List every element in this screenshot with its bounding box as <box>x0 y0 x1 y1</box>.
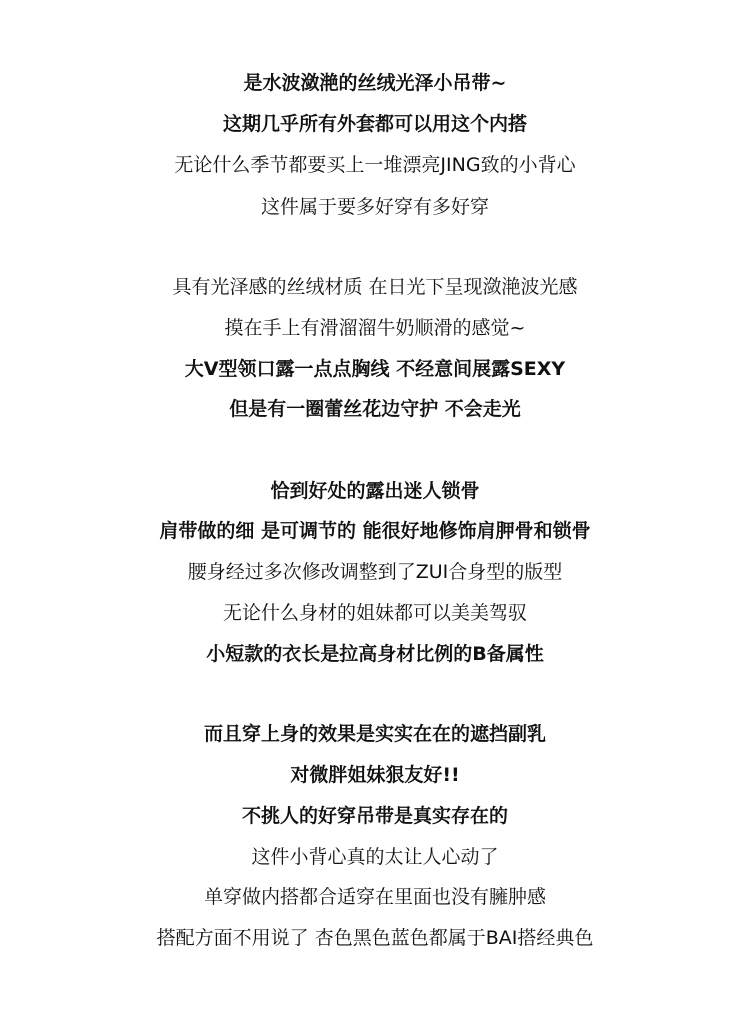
text-line: 腰身经过多次修改调整到了ZUI合身型的版型 <box>187 561 563 583</box>
text-line: 搭配方面不用说了 杏色黑色蓝色都属于BAI搭经典色 <box>156 927 594 949</box>
text-line: 无论什么季节都要买上一堆漂亮JING致的小背心 <box>174 154 576 176</box>
text-line: 摸在手上有滑溜溜牛奶顺滑的感觉~ <box>224 317 526 339</box>
text-line: 不挑人的好穿吊带是真实存在的 <box>241 805 508 827</box>
text-line: 但是有一圈蕾丝花边守护 不会走光 <box>229 398 521 420</box>
text-line: 而且穿上身的效果是实实在在的遮挡副乳 <box>203 723 546 745</box>
text-line: 单穿做内搭都合适穿在里面也没有臃肿感 <box>203 886 546 908</box>
text-line: 小短款的衣长是拉高身材比例的B备属性 <box>206 643 544 665</box>
text-line: 这期几乎所有外套都可以用这个内搭 <box>222 113 527 135</box>
text-line: 大V型领口露一点点胸线 不经意间展露SEXY <box>184 358 566 380</box>
text-line: 是水波潋滟的丝绒光泽小吊带~ <box>243 72 507 94</box>
text-line: 无论什么身材的姐妹都可以美美驾驭 <box>222 602 527 624</box>
text-line: 肩带做的细 是可调节的 能很好地修饰肩胛骨和锁骨 <box>159 520 591 542</box>
text-line: 具有光泽感的丝绒材质 在日光下呈现潋滟波光感 <box>172 276 578 298</box>
text-line: 对微胖姐妹狠友好!! <box>290 764 460 786</box>
text-line: 这件属于要多好穿有多好穿 <box>260 196 489 218</box>
text-line: 恰到好处的露出迷人锁骨 <box>270 480 480 502</box>
text-line: 这件小背心真的太让人心动了 <box>251 846 499 868</box>
